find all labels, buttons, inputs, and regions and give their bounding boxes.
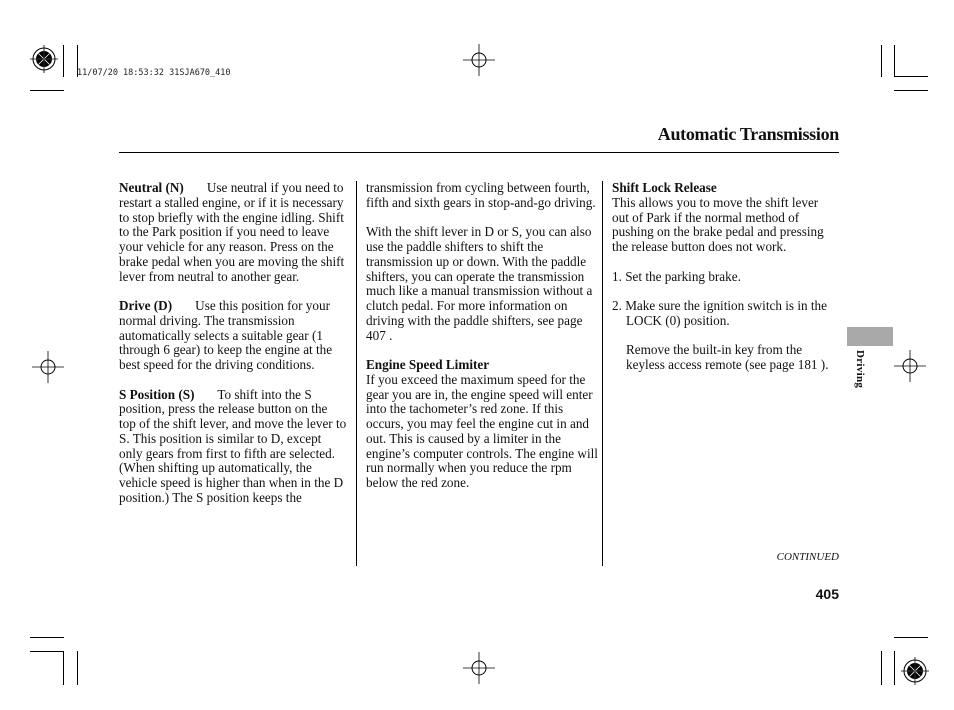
s-position-text: To shift into the S position, press the release button on the top of the shift lever, and move the lever to S. This position is similar to D, except only gears from first to fifth are selected. (When shifting up automatically, the vehicle speed is higher than when in the D position.) The S position keeps the [119,386,347,505]
s-position-paragraph [119,388,347,506]
neutral-paragraph [119,181,347,284]
crop-mark [894,651,895,685]
crop-mark [63,45,64,77]
shift-lock-text: This allows you to move the shift lever out of Park if the normal method of pushing on the brake pedal and pressing the release button does not work. [612,194,824,254]
step-2: 2. Make sure the ignition switch is in the LOCK (0) position. [612,298,827,328]
crosshair-icon [463,44,495,76]
crop-mark [30,637,64,638]
page-number: 405 [815,586,839,602]
engine-speed-limiter-text: If you exceed the maximum speed for the gear you are in, the engine speed will enter into the tachometer’s red zone. If this occurs, you may feel the engine cut in and out. This is caused by a limiter in the engine’s computer controls. The engine will run normally when you reduce the rpm below the red zone. [366,371,598,490]
registration-mark-right [894,350,926,387]
neutral-heading: Neutral (N) [119,180,184,195]
crosshair-sun-icon [900,656,930,686]
paddle-shifter-paragraph: With the shift lever in D or S, you can also use the paddle shifters to shift the transmission up or down. With the paddle shifters, you can operate the transmission much like a manual transmission without a clutch pedal. For more information on driving with the paddle shifters, see page 407 . [366,224,593,343]
registration-mark-bottom-center [463,652,495,689]
print-stamp: 11/07/20 18:53:32 31SJA670_410 [77,68,231,78]
drive-text: Use this position for your normal driving. The transmission automatically selects a suitable gear (1 through 6 gear) to keep the engine at the best speed for the driving conditions. [119,298,333,372]
shift-lock-paragraph [612,181,838,255]
drive-paragraph [119,299,347,373]
crop-mark [881,651,882,685]
registration-mark-left [32,351,64,388]
s-position-heading: S Position (S) [119,386,195,402]
step-2-note: Remove the built-in key from the keyless access remote (see page 181 ). [626,342,829,372]
crosshair-icon [32,351,64,383]
crop-mark [30,651,64,652]
section-tab [847,327,893,346]
crop-mark [894,637,928,638]
shift-lock-heading: Shift Lock Release [612,180,717,195]
crop-mark [63,651,64,685]
crop-mark [894,45,895,77]
crop-mark [894,76,928,77]
neutral-text: Use neutral if you need to restart a stalled engine, or if it is necessary to stop briefly with the engine idling. Shift to the Park position if you need to leave your vehicle for any reason. Press on the brake pedal when you are moving the shift lever from neutral to another gear. [119,180,345,284]
crop-mark [77,651,78,685]
crosshair-icon [894,350,926,382]
registration-mark-top-center [463,44,495,81]
column-1 [119,181,347,520]
continued-label: CONTINUED [776,551,839,563]
drive-heading: Drive (D) [119,298,173,313]
crop-mark [30,90,64,91]
crop-mark [881,45,882,77]
column-2 [366,181,598,506]
crosshair-sun-icon [30,45,60,75]
title-rule [119,152,839,153]
crosshair-icon [463,652,495,684]
engine-speed-limiter-paragraph [366,358,598,491]
section-tab-label: Driving [854,350,866,389]
registration-mark-top-left [30,45,60,80]
step-1: 1. Set the parking brake. [612,268,741,284]
continuation-paragraph: transmission from cycling between fourth, fifth and sixth gears in stop-and-go driving. [366,180,596,210]
column-divider [356,181,357,566]
engine-speed-limiter-heading: Engine Speed Limiter [366,357,490,372]
column-divider [602,181,603,566]
registration-mark-bottom-right [900,656,930,691]
column-3 [612,181,838,388]
crop-mark [894,90,928,91]
page-title: Automatic Transmission [657,124,839,144]
